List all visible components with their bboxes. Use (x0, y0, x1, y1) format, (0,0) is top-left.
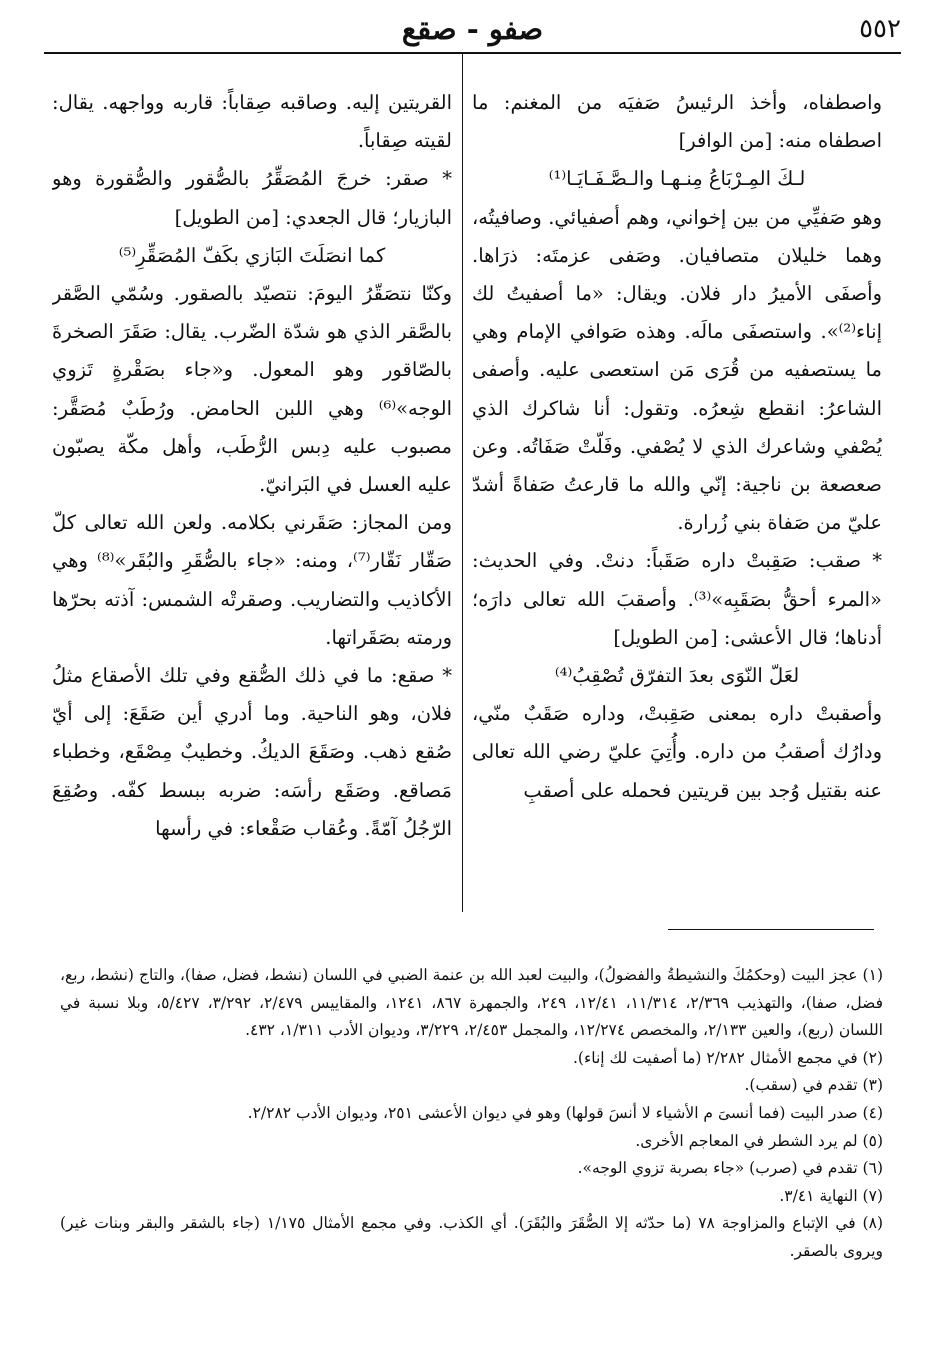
verse-line: لـكَ المِـرْبَاعُ مِنـهـا والـصَّـفَـايَـا⁽¹⁾ (548, 167, 806, 191)
paragraph: وكنّا نتصَقّرُ اليومَ: نتصيّد بالصقور. وسُمّي الصَّقر بالصَّقر الذي هو شدّة الضّرب. يقال: صَقَرَ الصخرةَ بالصّاقور وهو المعول. و«جاء بصَقْرةٍ تَزوي الوجه»⁽⁶⁾ وهي اللبن الحامض. ورُطَبٌ مُصَقَّر: مصبوب عليه دِبس الرُّطَب، وأهل مكّة يصبّون عليه العسل في البَرانيّ. (52, 282, 452, 497)
paragraph: وهو صَفيِّي من بين إخواني، وهم أصفيائي. وصافيتُه، وهما خليلان متصافيان. وصَفى عزمتَه: ذرَاها. وأصفَى الأميرُ دار فلان. ويقال: «ما أصفيتُ لك إناء⁽²⁾». واستصفَى مالَه. وهذه صَوافي الإمام وهي ما يستصفيه من قُرَى مَن استعصى عليه. وأصفى الشاعرُ: انقطع شِعرُه. وتقول: أنا شاكرك الذي يُصْفي وشاعرك الذي لا يُصْفي. وفَلّتْ صَفَاتُه. وعن صعصعة بن ناجية: إنّي والله ما قارعتُ صَفاةً أشدّ عليّ من صَفاة بني زُرارة. (472, 205, 882, 535)
footnotes (60, 962, 883, 1266)
footnote-rule (668, 929, 874, 930)
footnote: (٧) النهاية ٣/٤١. (779, 1186, 883, 1205)
entry-saqab: * صقب: صَقِبتْ داره صَقَباً: دنتْ. وفي الحديث: «المرء أحقُّ بصَقَبِه»⁽³⁾. وأصقبَ الله تعالى دارَه؛ أدناها؛ قال الأعشى: [من الطويل] (472, 549, 882, 649)
verse-line: كما انصَلَتَ البَازي بكَفّ المُصَقِّرِ⁽⁵⁾ (118, 243, 386, 267)
footnote: (١) عجز البيت (وحكمُكَ والنشيطةُ والفضولُ)، والبيت لعبد الله بن عنمة الضبي في اللسان (نشط، فضل، صفا)، والتاج (نشط، ربع، فضل، صفا)، والتهذيب ٢/٣٦٩، ١١/٣١٤، ١٢/٤١، ٢٤٩، والجمهرة ٨٦٧، ١٢٤١، والمقاييس ٢/٤٧٩، ٣/٢٩٢، ٥/٤٢٧، وبلا نسبة في اللسان (ربع)، والعين ٢/١٣٣، والمخصص ١٢/٢٧٤، والمجمل ٢/٤٥٣، ٣/٢٢٩، وديوان الأدب ١/٣١١، ٤٣٢. (60, 966, 883, 1040)
footnote: (٢) في مجمع الأمثال ٢/٢٨٢ (ما أصفيت لك إناء). (572, 1048, 883, 1067)
paragraph: واصطفاه، وأخذ الرئيسُ صَفيَه من المغنم: ما اصطفاه منه: [من الوافر] (472, 91, 882, 153)
entry-saqr: * صقر: خرجَ المُصَقِّرُ بالصُّقور والصُّقورة وهو البازيار؛ قال الجعدي: [من الطويل] (52, 167, 452, 229)
entry-saqa: * صقع: ما في ذلك الصُّقع وفي تلك الأصقاع مثلُ فلان، وهو الناحية. وما أدري أين صَقَعَ: إلى أيّ صُقع ذهب. وصَقَعَ الديكُ. وخطيبٌ مِصْقَع، وخطباء مَصاقع. وصَقَع رأسَه: ضربه ببسط كفّه. وصُقِعَ الرّجُلُ آمّةً. وعُقاب صَقْعاء: في رأسها (52, 664, 452, 840)
column-divider (462, 54, 463, 912)
running-head: صفو - صقع (401, 12, 544, 46)
paragraph: وأصقبتْ داره بمعنى صَقِبتْ، وداره صَقَبٌ منّي، ودارُك أصقبُ من داره. وأُتِيَ عليّ رضي الله تعالى عنه بقتيل وُجد بين قريتين فحمله على أصقبِ (472, 702, 882, 802)
footnote: (٨) في الإتباع والمزاوجة ٧٨ (ما حدّثه إلا الصُّقَرَ والبُقَرَ). أي الكذب. وفي مجمع الأمثال ١/١٧٥ (جاء بالشقر والبقر وبنات غير) ويروى بالصقر. (60, 1214, 883, 1260)
page-header (44, 8, 901, 54)
footnote: (٦) تقدم في (صرب) «جاء بصربة تزوي الوجه». (577, 1159, 883, 1178)
paragraph-majaz: ومن المجاز: صَقَرني بكلامه. ولعن الله تعالى كلّ صَقّار نَقّار⁽⁷⁾، ومنه: «جاء بالصُّقَرِ والبُقَر»⁽⁸⁾ وهي الأكاذيب والتضاريب. وصقرتْه الشمس: آذته بحرّها ورمته بصَقَراتها. (52, 511, 452, 649)
footnote: (٣) تقدم في (سقب). (744, 1076, 883, 1095)
page-number: ٥٥٢ (859, 14, 901, 44)
footnote: (٤) صدر البيت (فما أنسىَ م الأشياء لا أنسَ قولها) وهو في ديوان الأعشى ٢٥١، وديوان الأدب ٢/٢٨٢. (247, 1103, 883, 1122)
paragraph: القريتين إليه. وصاقبه صِقاباً: قاربه وواجهه. يقال: لقيته صِقاباً. (52, 91, 452, 153)
right-column (472, 84, 882, 904)
left-column (52, 84, 452, 904)
verse-line: لعَلّ النّوَى بعدَ التفرّق تُصْقِبُ⁽⁴⁾ (554, 664, 800, 688)
header-rule (44, 52, 901, 54)
footnote: (٥) لم يرد الشطر في المعاجم الأخرى. (635, 1131, 883, 1150)
